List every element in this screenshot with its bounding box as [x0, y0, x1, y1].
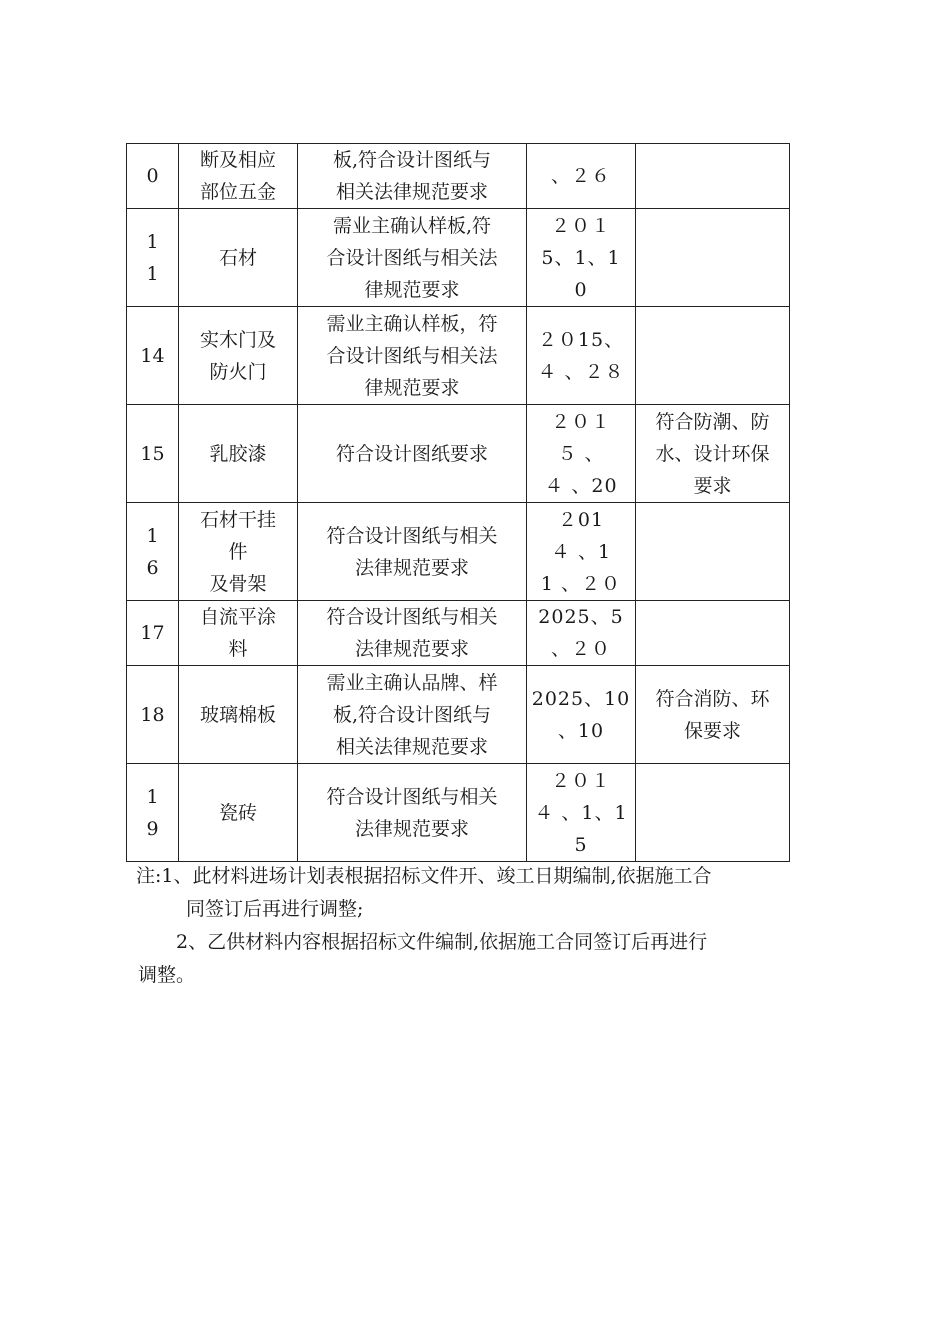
row-number-cell: 1 9	[127, 764, 179, 862]
note-1-continuation: 同签订后再进行调整;	[186, 898, 364, 920]
date-cell: ２０１ 5、1、1 0	[527, 209, 636, 307]
date-cell: ２０15、 ４ 、２８	[527, 307, 636, 405]
date-cell: ２01 ４ 、1 1 、２０	[527, 503, 636, 601]
material-name-cell: 自流平涂 料	[179, 601, 298, 666]
requirement-cell: 需业主确认样板,符 合设计图纸与相关法 律规范要求	[298, 209, 527, 307]
note-cell	[636, 601, 790, 666]
row-number-cell: 1 6	[127, 503, 179, 601]
table-row	[127, 666, 790, 764]
date-cell: 2025、5 、２０	[527, 601, 636, 666]
table-row	[127, 601, 790, 666]
date-cell: ２０１ ４ 、1、1 5	[527, 764, 636, 862]
row-number-cell: 17	[127, 601, 179, 666]
material-schedule-table	[126, 143, 790, 862]
table-row	[127, 764, 790, 862]
date-cell: 、２６	[527, 144, 636, 209]
requirement-cell: 需业主确认品牌、样 板,符合设计图纸与 相关法律规范要求	[298, 666, 527, 764]
material-name-cell: 石材干挂 件 及骨架	[179, 503, 298, 601]
table-row	[127, 405, 790, 503]
note-cell	[636, 307, 790, 405]
material-schedule-sheet	[126, 143, 789, 862]
note-cell	[636, 144, 790, 209]
row-number-cell: 0	[127, 144, 179, 209]
note-cell	[636, 503, 790, 601]
requirement-cell: 符合设计图纸与相关 法律规范要求	[298, 503, 527, 601]
table-notes	[126, 860, 826, 992]
note-1: 注:1、此材料进场计划表根据招标文件开、竣工日期编制,依据施工合	[136, 865, 712, 887]
row-number-cell: 1 1	[127, 209, 179, 307]
table-row	[127, 307, 790, 405]
requirement-cell: 符合设计图纸与相关 法律规范要求	[298, 764, 527, 862]
row-number-cell: 18	[127, 666, 179, 764]
note-cell	[636, 764, 790, 862]
date-cell: 2025、10 、10	[527, 666, 636, 764]
requirement-cell: 板,符合设计图纸与 相关法律规范要求	[298, 144, 527, 209]
material-name-cell: 石材	[179, 209, 298, 307]
requirement-cell: 需业主确认样板，符 合设计图纸与相关法 律规范要求	[298, 307, 527, 405]
table-row	[127, 209, 790, 307]
note-cell: 符合防潮、防 水、设计环保 要求	[636, 405, 790, 503]
row-number-cell: 15	[127, 405, 179, 503]
date-cell: ２０１ ５ 、 ４ 、20	[527, 405, 636, 503]
note-cell	[636, 209, 790, 307]
note-2-continuation: 调整。	[138, 964, 196, 986]
note-cell: 符合消防、环 保要求	[636, 666, 790, 764]
requirement-cell: 符合设计图纸要求	[298, 405, 527, 503]
material-name-cell: 瓷砖	[179, 764, 298, 862]
table-row	[127, 144, 790, 209]
table-row	[127, 503, 790, 601]
note-2: 2、乙供材料内容根据招标文件编制,依据施工合同签订后再进行	[176, 931, 708, 953]
material-name-cell: 实木门及 防火门	[179, 307, 298, 405]
row-number-cell: 14	[127, 307, 179, 405]
requirement-cell: 符合设计图纸与相关 法律规范要求	[298, 601, 527, 666]
material-name-cell: 乳胶漆	[179, 405, 298, 503]
material-name-cell: 玻璃棉板	[179, 666, 298, 764]
material-name-cell: 断及相应 部位五金	[179, 144, 298, 209]
